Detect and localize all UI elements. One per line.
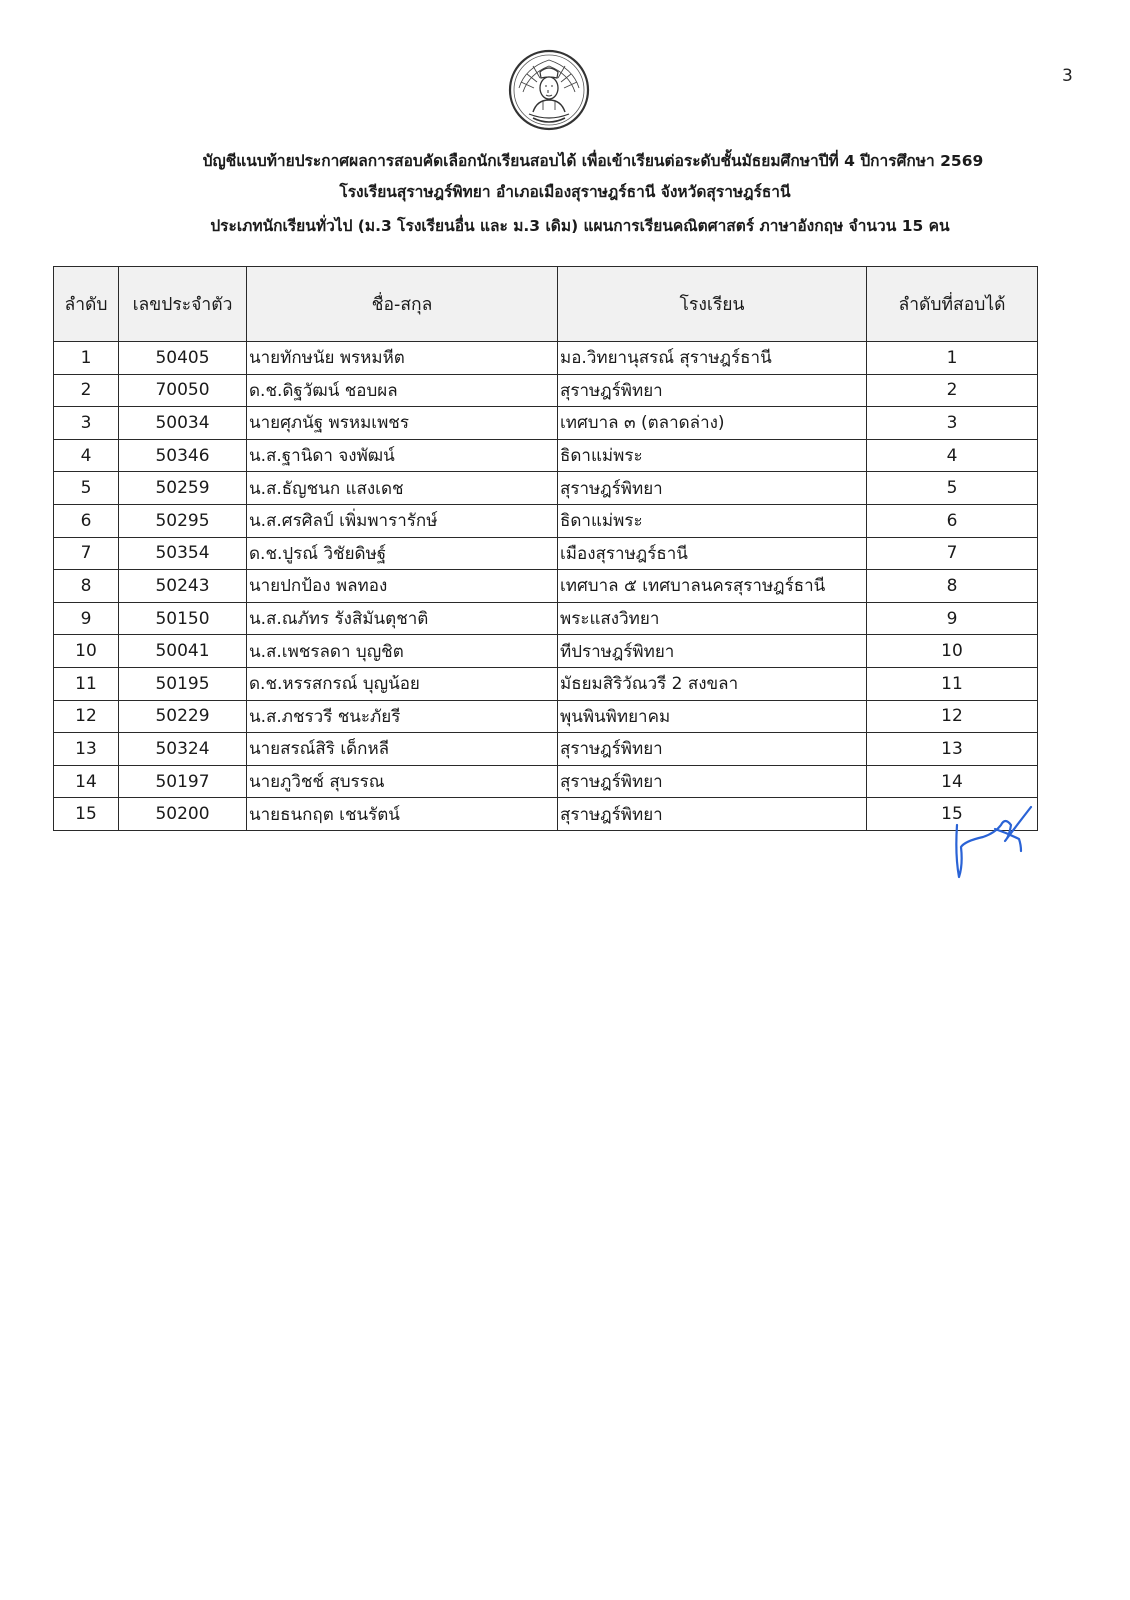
cell-exam-rank: 1 [867, 342, 1038, 375]
cell-exam-rank: 2 [867, 374, 1038, 407]
cell-order: 14 [54, 765, 119, 798]
table-row [54, 342, 1038, 375]
cell-school: เทศบาล ๓ (ตลาดล่าง) [558, 407, 867, 440]
table-row [54, 407, 1038, 440]
cell-school: ธิดาแม่พระ [558, 439, 867, 472]
table-row [54, 798, 1038, 831]
table-row [54, 667, 1038, 700]
cell-order: 4 [54, 439, 119, 472]
cell-full-name: นายปกป้อง พลทอง [247, 570, 558, 603]
cell-school: ทีปราษฎร์พิทยา [558, 635, 867, 668]
cell-school: มัธยมสิริวัณวรี 2 สงขลา [558, 667, 867, 700]
cell-full-name: นายทักษนัย พรหมหีต [247, 342, 558, 375]
cell-full-name: นายภูวิชช์ สุบรรณ [247, 765, 558, 798]
cell-order: 1 [54, 342, 119, 375]
cell-order: 2 [54, 374, 119, 407]
cell-school: สุราษฎร์พิทยา [558, 765, 867, 798]
page-number: 3 [1062, 66, 1073, 86]
table-row [54, 602, 1038, 635]
cell-order: 13 [54, 733, 119, 766]
column-header-student-id: เลขประจำตัว [119, 267, 247, 342]
cell-full-name: น.ส.ณภัทร รังสิมันตุชาติ [247, 602, 558, 635]
cell-school: สุราษฎร์พิทยา [558, 798, 867, 831]
cell-school: พระแสงวิทยา [558, 602, 867, 635]
cell-full-name: น.ส.ธัญชนก แสงเดช [247, 472, 558, 505]
school-seal-icon [507, 48, 591, 132]
cell-order: 5 [54, 472, 119, 505]
table-row [54, 472, 1038, 505]
cell-student-id: 50197 [119, 765, 247, 798]
cell-school: สุราษฎร์พิทยา [558, 374, 867, 407]
cell-student-id: 50354 [119, 537, 247, 570]
table-row [54, 439, 1038, 472]
cell-student-id: 50259 [119, 472, 247, 505]
column-header-full-name: ชื่อ-สกุล [247, 267, 558, 342]
cell-school: พุนพินพิทยาคม [558, 700, 867, 733]
table-row [54, 537, 1038, 570]
table-row [54, 700, 1038, 733]
cell-student-id: 70050 [119, 374, 247, 407]
cell-school: ธิดาแม่พระ [558, 504, 867, 537]
school-location: โรงเรียนสุราษฎร์พิทยา อำเภอเมืองสุราษฎร์ธานี จังหวัดสุราษฎร์ธานี [339, 183, 791, 201]
cell-exam-rank: 13 [867, 733, 1038, 766]
cell-exam-rank: 10 [867, 635, 1038, 668]
cell-student-id: 50041 [119, 635, 247, 668]
cell-school: สุราษฎร์พิทยา [558, 472, 867, 505]
cell-full-name: นายสรณ์สิริ เด็กหลี [247, 733, 558, 766]
cell-exam-rank: 14 [867, 765, 1038, 798]
cell-exam-rank: 6 [867, 504, 1038, 537]
cell-order: 12 [54, 700, 119, 733]
table-row [54, 374, 1038, 407]
handwritten-signature-icon [935, 795, 1035, 885]
announcement-title: บัญชีแนบท้ายประกาศผลการสอบคัดเลือกนักเรียนสอบได้ เพื่อเข้าเรียนต่อระดับชั้นมัธยมศึกษาปีที่ 4 ปีการศึกษา 2569 [202, 152, 984, 170]
cell-student-id: 50200 [119, 798, 247, 831]
table-row [54, 733, 1038, 766]
table-row [54, 570, 1038, 603]
cell-full-name: ด.ช.หรรสกรณ์ บุญน้อย [247, 667, 558, 700]
cell-full-name: ด.ช.ดิฐวัฒน์ ชอบผล [247, 374, 558, 407]
cell-exam-rank: 15 [867, 798, 1038, 831]
cell-full-name: น.ส.ศรศิลป์ เพิ่มพารารักษ์ [247, 504, 558, 537]
cell-school: มอ.วิทยานุสรณ์ สุราษฎร์ธานี [558, 342, 867, 375]
cell-order: 3 [54, 407, 119, 440]
cell-student-id: 50243 [119, 570, 247, 603]
cell-full-name: น.ส.ภชรวรี ชนะภัยรี [247, 700, 558, 733]
cell-school: เมืองสุราษฎร์ธานี [558, 537, 867, 570]
cell-school: สุราษฎร์พิทยา [558, 733, 867, 766]
cell-exam-rank: 7 [867, 537, 1038, 570]
cell-full-name: ด.ช.ปูรณ์ วิชัยดิษฐ์ [247, 537, 558, 570]
cell-student-id: 50150 [119, 602, 247, 635]
cell-order: 8 [54, 570, 119, 603]
cell-exam-rank: 9 [867, 602, 1038, 635]
cell-exam-rank: 8 [867, 570, 1038, 603]
cell-order: 9 [54, 602, 119, 635]
cell-exam-rank: 5 [867, 472, 1038, 505]
cell-full-name: นายธนกฤต เชนรัตน์ [247, 798, 558, 831]
cell-student-id: 50295 [119, 504, 247, 537]
cell-school: เทศบาล ๕ เทศบาลนครสุราษฎร์ธานี [558, 570, 867, 603]
results-table [53, 266, 1038, 831]
cell-student-id: 50405 [119, 342, 247, 375]
cell-full-name: น.ส.ฐานิดา จงพัฒน์ [247, 439, 558, 472]
cell-full-name: นายศุภนัฐ พรหมเพชร [247, 407, 558, 440]
cell-student-id: 50034 [119, 407, 247, 440]
cell-student-id: 50346 [119, 439, 247, 472]
cell-order: 10 [54, 635, 119, 668]
cell-order: 15 [54, 798, 119, 831]
cell-student-id: 50324 [119, 733, 247, 766]
cell-student-id: 50229 [119, 700, 247, 733]
cell-student-id: 50195 [119, 667, 247, 700]
column-header-school: โรงเรียน [558, 267, 867, 342]
category-description: ประเภทนักเรียนทั่วไป (ม.3 โรงเรียนอื่น และ ม.3 เดิม) แผนการเรียนคณิตศาสตร์ ภาษาอังกฤษ จำนวน 15 คน [210, 217, 950, 235]
table-row [54, 504, 1038, 537]
table-header-row [54, 267, 1038, 342]
column-header-exam-rank: ลำดับที่สอบได้ [867, 267, 1038, 342]
cell-order: 7 [54, 537, 119, 570]
column-header-order: ลำดับ [54, 267, 119, 342]
cell-exam-rank: 4 [867, 439, 1038, 472]
table-row [54, 765, 1038, 798]
table-row [54, 635, 1038, 668]
cell-full-name: น.ส.เพชรลดา บุญชิต [247, 635, 558, 668]
cell-exam-rank: 11 [867, 667, 1038, 700]
cell-order: 11 [54, 667, 119, 700]
cell-exam-rank: 3 [867, 407, 1038, 440]
cell-order: 6 [54, 504, 119, 537]
cell-exam-rank: 12 [867, 700, 1038, 733]
